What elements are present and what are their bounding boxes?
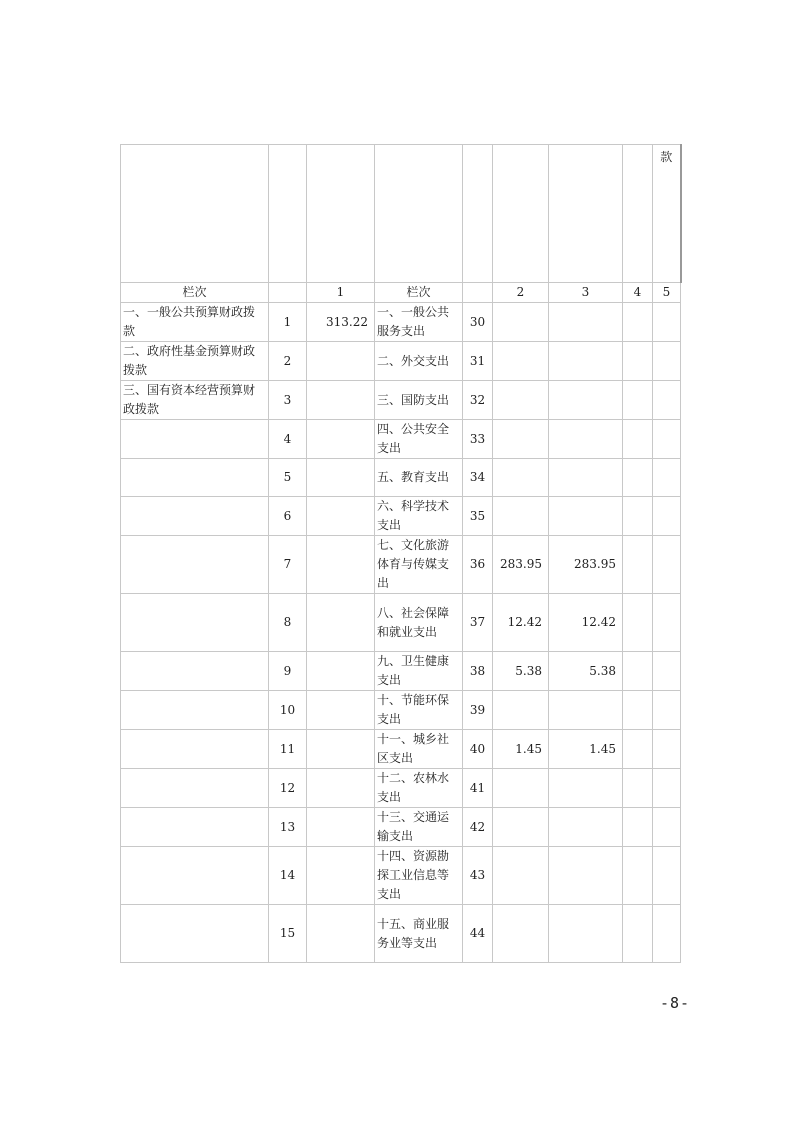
expense-col-5-value	[653, 769, 681, 808]
expense-col-3-value	[549, 808, 623, 847]
expense-col-4-value	[623, 905, 653, 963]
income-line-number: 6	[269, 497, 307, 536]
expense-col-3-value	[549, 381, 623, 420]
expense-item: 二、外交支出	[375, 342, 463, 381]
expense-col-2-value	[493, 769, 549, 808]
expense-col-5-value	[653, 420, 681, 459]
expense-col-3-value: 1.45	[549, 730, 623, 769]
column-number-1: 1	[307, 283, 375, 303]
page-number: -8-	[660, 994, 691, 1012]
expense-col-4-value	[623, 847, 653, 905]
expense-col-4-value	[623, 420, 653, 459]
income-line-number: 12	[269, 769, 307, 808]
table-row	[121, 652, 681, 691]
income-amount	[307, 381, 375, 420]
income-amount	[307, 730, 375, 769]
column-number-2: 2	[493, 283, 549, 303]
expense-col-2-value	[493, 342, 549, 381]
expense-col-4-value	[623, 342, 653, 381]
expense-line-number: 37	[463, 594, 493, 652]
table-row	[121, 769, 681, 808]
expense-item: 四、公共安全支出	[375, 420, 463, 459]
income-item	[121, 905, 269, 963]
expense-col-3-value	[549, 691, 623, 730]
expense-item: 八、社会保障和就业支出	[375, 594, 463, 652]
column-number-3: 3	[549, 283, 623, 303]
expense-item: 六、科学技术支出	[375, 497, 463, 536]
expense-col-2-value: 12.42	[493, 594, 549, 652]
income-amount: 313.22	[307, 303, 375, 342]
expense-line-number: 42	[463, 808, 493, 847]
header-kuan-label: 款	[653, 145, 681, 283]
expense-col-3-value	[549, 497, 623, 536]
expense-line-number: 36	[463, 536, 493, 594]
budget-table	[120, 144, 682, 963]
expense-col-3-value	[549, 769, 623, 808]
expense-col-3-value	[549, 459, 623, 497]
table-row	[121, 342, 681, 381]
income-item: 二、政府性基金预算财政拨款	[121, 342, 269, 381]
expense-item: 十、节能环保支出	[375, 691, 463, 730]
expense-col-3-value	[549, 905, 623, 963]
expense-item: 十四、资源勘探工业信息等支出	[375, 847, 463, 905]
expense-col-4-value	[623, 303, 653, 342]
income-line-number: 11	[269, 730, 307, 769]
income-amount	[307, 342, 375, 381]
expense-col-2-value	[493, 905, 549, 963]
income-item	[121, 459, 269, 497]
table-row	[121, 497, 681, 536]
table-row	[121, 730, 681, 769]
expense-col-3-value	[549, 342, 623, 381]
expense-col-3-value: 5.38	[549, 652, 623, 691]
table-row	[121, 303, 681, 342]
expense-line-number: 33	[463, 420, 493, 459]
expense-col-4-value	[623, 691, 653, 730]
expense-line-number: 44	[463, 905, 493, 963]
expense-line-number: 43	[463, 847, 493, 905]
expense-col-5-value	[653, 342, 681, 381]
expense-line-number: 30	[463, 303, 493, 342]
income-line-number: 2	[269, 342, 307, 381]
table-row	[121, 594, 681, 652]
expense-col-5-value	[653, 381, 681, 420]
expense-line-number: 35	[463, 497, 493, 536]
income-amount	[307, 691, 375, 730]
expense-col-4-value	[623, 459, 653, 497]
expense-item: 三、国防支出	[375, 381, 463, 420]
expense-item: 十三、交通运输支出	[375, 808, 463, 847]
expense-col-2-value	[493, 847, 549, 905]
income-item: 一、一般公共预算财政拨款	[121, 303, 269, 342]
table-row	[121, 905, 681, 963]
expense-col-3-value	[549, 303, 623, 342]
income-item	[121, 847, 269, 905]
income-item	[121, 420, 269, 459]
expense-col-2-value	[493, 381, 549, 420]
income-amount	[307, 769, 375, 808]
expense-col-4-value	[623, 769, 653, 808]
expense-col-2-value: 1.45	[493, 730, 549, 769]
expense-col-5-value	[653, 459, 681, 497]
expense-col-5-value	[653, 303, 681, 342]
expense-line-number: 38	[463, 652, 493, 691]
expense-item: 十一、城乡社区支出	[375, 730, 463, 769]
expense-col-4-value	[623, 381, 653, 420]
expense-col-4-value	[623, 536, 653, 594]
income-amount	[307, 808, 375, 847]
expense-col-4-value	[623, 730, 653, 769]
expense-col-2-value	[493, 420, 549, 459]
table-row	[121, 536, 681, 594]
income-amount	[307, 497, 375, 536]
income-line-number: 15	[269, 905, 307, 963]
income-amount	[307, 536, 375, 594]
expense-col-4-value	[623, 594, 653, 652]
income-item	[121, 536, 269, 594]
income-line-number: 4	[269, 420, 307, 459]
income-item	[121, 691, 269, 730]
expense-col-3-value: 283.95	[549, 536, 623, 594]
table-row	[121, 459, 681, 497]
expense-col-5-value	[653, 905, 681, 963]
income-line-number: 5	[269, 459, 307, 497]
expense-col-2-value	[493, 808, 549, 847]
income-item	[121, 594, 269, 652]
income-item	[121, 652, 269, 691]
income-line-number: 8	[269, 594, 307, 652]
expense-col-2-value	[493, 691, 549, 730]
expense-col-3-value: 12.42	[549, 594, 623, 652]
income-amount	[307, 594, 375, 652]
income-amount	[307, 847, 375, 905]
income-item	[121, 808, 269, 847]
expense-col-5-value	[653, 847, 681, 905]
expense-col-5-value	[653, 536, 681, 594]
table-row	[121, 847, 681, 905]
expense-line-number: 40	[463, 730, 493, 769]
expense-col-3-value	[549, 847, 623, 905]
expense-item: 十五、商业服务业等支出	[375, 905, 463, 963]
income-item	[121, 730, 269, 769]
table-row	[121, 381, 681, 420]
expense-line-number: 31	[463, 342, 493, 381]
expense-col-4-value	[623, 497, 653, 536]
income-line-number: 14	[269, 847, 307, 905]
expense-item: 九、卫生健康支出	[375, 652, 463, 691]
column-number-5: 5	[653, 283, 681, 303]
income-item: 三、国有资本经营预算财政拨款	[121, 381, 269, 420]
table-row	[121, 420, 681, 459]
income-line-number: 3	[269, 381, 307, 420]
expense-col-2-value: 283.95	[493, 536, 549, 594]
table-row	[121, 808, 681, 847]
expense-item: 七、文化旅游体育与传媒支出	[375, 536, 463, 594]
expense-line-number: 32	[463, 381, 493, 420]
table-row	[121, 691, 681, 730]
expense-col-5-value	[653, 730, 681, 769]
expense-item: 十二、农林水支出	[375, 769, 463, 808]
income-line-number: 7	[269, 536, 307, 594]
expense-col-5-value	[653, 652, 681, 691]
expense-col-2-value	[493, 459, 549, 497]
income-amount	[307, 420, 375, 459]
column-number-4: 4	[623, 283, 653, 303]
expense-col-2-value	[493, 497, 549, 536]
column-number-row	[121, 283, 681, 303]
expense-item: 一、一般公共服务支出	[375, 303, 463, 342]
expense-col-4-value	[623, 808, 653, 847]
income-amount	[307, 905, 375, 963]
income-line-number: 10	[269, 691, 307, 730]
expense-col-2-value	[493, 303, 549, 342]
expense-col-5-value	[653, 691, 681, 730]
income-item	[121, 497, 269, 536]
expense-line-number: 39	[463, 691, 493, 730]
expense-col-5-value	[653, 497, 681, 536]
expense-line-number: 41	[463, 769, 493, 808]
column-label-left: 栏次	[121, 283, 269, 303]
expense-col-5-value	[653, 808, 681, 847]
expense-col-2-value: 5.38	[493, 652, 549, 691]
expense-item: 五、教育支出	[375, 459, 463, 497]
income-item	[121, 769, 269, 808]
income-amount	[307, 652, 375, 691]
expense-col-4-value	[623, 652, 653, 691]
column-label-mid: 栏次	[375, 283, 463, 303]
income-line-number: 9	[269, 652, 307, 691]
expense-col-3-value	[549, 420, 623, 459]
income-line-number: 1	[269, 303, 307, 342]
income-line-number: 13	[269, 808, 307, 847]
expense-line-number: 34	[463, 459, 493, 497]
income-amount	[307, 459, 375, 497]
expense-col-5-value	[653, 594, 681, 652]
header-blank-row	[121, 145, 681, 283]
